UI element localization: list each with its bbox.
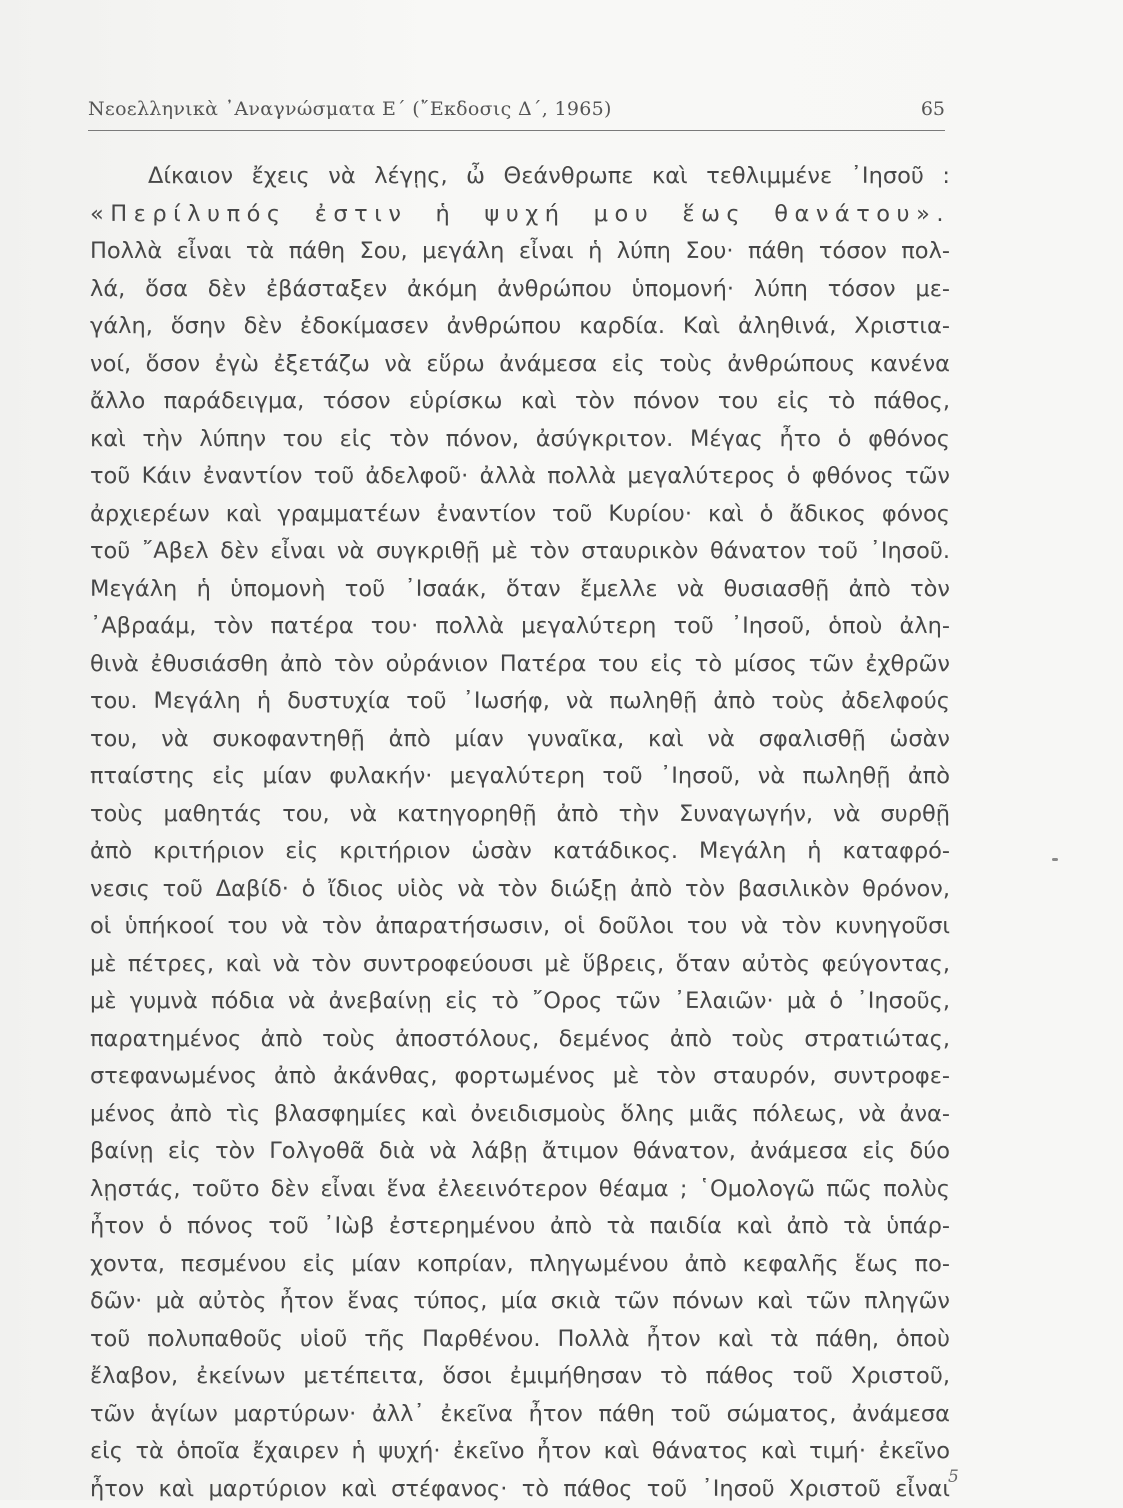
- text-line: ἀπὸ κριτήριον εἰς κριτήριον ὡσὰν κατάδικος. Μεγάλη ἡ καταφρό-: [90, 833, 950, 871]
- text-line: πταίστης εἰς μίαν φυλακήν· μεγαλύτερη τοῦ ᾿Ιησοῦ, νὰ πωληθῇ ἀπὸ: [90, 758, 950, 796]
- text-line: ἄλλο παράδειγμα, τόσον εὑρίσκω καὶ τὸν πόνον του εἰς τὸ πάθος,: [90, 383, 950, 421]
- text-line: νοί, ὅσον ἐγὼ ἐξετάζω νὰ εὕρω ἀνάμεσα εἰς τοὺς ἀνθρώπους κανένα: [90, 346, 950, 384]
- text-line: τοῦ ῎Αβελ δὲν εἶναι νὰ συγκριθῇ μὲ τὸν σταυρικὸν θάνατον τοῦ ᾿Ιησοῦ.: [90, 533, 950, 571]
- text-line: Μεγάλη ἡ ὑπομονὴ τοῦ ᾿Ισαάκ, ὅταν ἔμελλε νὰ θυσιασθῇ ἀπὸ τὸν: [90, 571, 950, 609]
- text-line: μὲ γυμνὰ πόδια νὰ ἀνεβαίνῃ εἰς τὸ ῎Ορος τῶν ᾿Ελαιῶν· μὰ ὁ ᾿Ιησοῦς,: [90, 983, 950, 1021]
- page-number: 65: [921, 98, 945, 120]
- text-line: τοῦ Κάιν ἐναντίον τοῦ ἀδελφοῦ· ἀλλὰ πολλὰ μεγαλύτερος ὁ φθόνος τῶν: [90, 458, 950, 496]
- text-line: Πολλὰ εἶναι τὰ πάθη Σου, μεγάλη εἶναι ἡ λύπη Σου· πάθη τόσον πολ-: [90, 233, 950, 271]
- running-head: [88, 98, 945, 131]
- text-line: μένος ἀπὸ τὶς βλασφημίες καὶ ὀνειδισμοὺς ὅλης μιᾶς πόλεως, νὰ ἀνα-: [90, 1096, 950, 1134]
- text-line: χοντα, πεσμένου εἰς μίαν κοπρίαν, πληγωμένου ἀπὸ κεφαλῆς ἕως πο-: [90, 1246, 950, 1284]
- text-line: μὲ πέτρες, καὶ νὰ τὸν συντροφεύουσι μὲ ὕβρεις, ὅταν αὐτὸς φεύγοντας,: [90, 946, 950, 984]
- text-line: στεφανωμένος ἀπὸ ἀκάνθας, φορτωμένος μὲ τὸν σταυρόν, συντροφε-: [90, 1058, 950, 1096]
- text-line: τοὺς μαθητάς του, νὰ κατηγορηθῇ ἀπὸ τὴν Συναγωγήν, νὰ συρθῇ: [90, 796, 950, 834]
- text-line: ἔλαβον, ἐκείνων μετέπειτα, ὅσοι ἐμιμήθησαν τὸ πάθος τοῦ Χριστοῦ,: [90, 1358, 950, 1396]
- text-line: οἱ ὑπήκοοί του νὰ τὸν ἀπαρατήσωσιν, οἱ δοῦλοι του νὰ τὸν κυνηγοῦσι: [90, 908, 950, 946]
- text-line: ἦτον ὁ πόνος τοῦ ᾿Ιὼβ ἐστερημένου ἀπὸ τὰ παιδία καὶ ἀπὸ τὰ ὑπάρ-: [90, 1208, 950, 1246]
- text-line: του. Μεγάλη ἡ δυστυχία τοῦ ᾿Ιωσήφ, νὰ πωληθῇ ἀπὸ τοὺς ἀδελφούς: [90, 683, 950, 721]
- text-line: «Περίλυπός ἐστιν ἡ ψυχή μου ἕως θανάτου».: [90, 196, 950, 234]
- text-line: ᾿Αβραάμ, τὸν πατέρα του· πολλὰ μεγαλύτερη τοῦ ᾿Ιησοῦ, ὁποὺ ἀλη-: [90, 608, 950, 646]
- text-line: παρατημένος ἀπὸ τοὺς ἀποστόλους, δεμένος ἀπὸ τοὺς στρατιώτας,: [90, 1021, 950, 1059]
- text-line: γάλη, ὅσην δὲν ἐδοκίμασεν ἀνθρώπου καρδία. Καὶ ἀληθινά, Χριστια-: [90, 308, 950, 346]
- text-line: λά, ὅσα δὲν ἐβάσταξεν ἀκόμη ἀνθρώπου ὑπομονή· λύπη τόσον με-: [90, 271, 950, 309]
- text-line: τοῦ πολυπαθοῦς υἱοῦ τῆς Παρθένου. Πολλὰ ἦτον καὶ τὰ πάθη, ὁποὺ: [90, 1321, 950, 1359]
- printer-signature-mark: 5: [948, 1467, 959, 1487]
- text-line: νεσις τοῦ Δαβίδ· ὁ ἴδιος υἱὸς νὰ τὸν διώξῃ ἀπὸ τὸν βασιλικὸν θρόνον,: [90, 871, 950, 909]
- text-line: ἦτον καὶ μαρτύριον καὶ στέφανος· τὸ πάθος τοῦ ᾿Ιησοῦ Χριστοῦ εἶναι: [90, 1471, 950, 1508]
- print-speck: [1052, 858, 1058, 861]
- body-text: [90, 158, 950, 1508]
- text-line: θινὰ ἐθυσιάσθη ἀπὸ τὸν οὐράνιον Πατέρα του εἰς τὸ μίσος τῶν ἐχθρῶν: [90, 646, 950, 684]
- text-line: λῃστάς, τοῦτο δὲν εἶναι ἕνα ἐλεεινότερον θέαμα ; ῾Ομολογῶ πῶς πολὺς: [90, 1171, 950, 1209]
- text-line: ἀρχιερέων καὶ γραμματέων ἐναντίον τοῦ Κυρίου· καὶ ὁ ἄδικος φόνος: [90, 496, 950, 534]
- text-line: δῶν· μὰ αὐτὸς ἦτον ἕνας τύπος, μία σκιὰ τῶν πόνων καὶ τῶν πληγῶν: [90, 1283, 950, 1321]
- text-line: βαίνῃ εἰς τὸν Γολγοθᾶ διὰ νὰ λάβῃ ἄτιμον θάνατον, ἀνάμεσα εἰς δύο: [90, 1133, 950, 1171]
- text-line: του, νὰ συκοφαντηθῇ ἀπὸ μίαν γυναῖκα, καὶ νὰ σφαλισθῇ ὡσὰν: [90, 721, 950, 759]
- text-line: Δίκαιον ἔχεις νὰ λέγῃς, ὦ Θεάνθρωπε καὶ τεθλιμμένε ᾿Ιησοῦ :: [90, 158, 950, 196]
- text-line: τῶν ἁγίων μαρτύρων· ἀλλ᾿ ἐκεῖνα ἦτον πάθη τοῦ σώματος, ἀνάμεσα: [90, 1396, 950, 1434]
- running-head-title: Νεοελληνικὰ ᾿Αναγνώσματα Ε΄ (῎Εκδοσις Δ΄, 1965): [88, 98, 612, 120]
- text-line: εἰς τὰ ὁποῖα ἔχαιρεν ἡ ψυχή· ἐκεῖνο ἦτον καὶ θάνατος καὶ τιμή· ἐκεῖνο: [90, 1433, 950, 1471]
- text-line: καὶ τὴν λύπην του εἰς τὸν πόνον, ἀσύγκριτον. Μέγας ἦτο ὁ φθόνος: [90, 421, 950, 459]
